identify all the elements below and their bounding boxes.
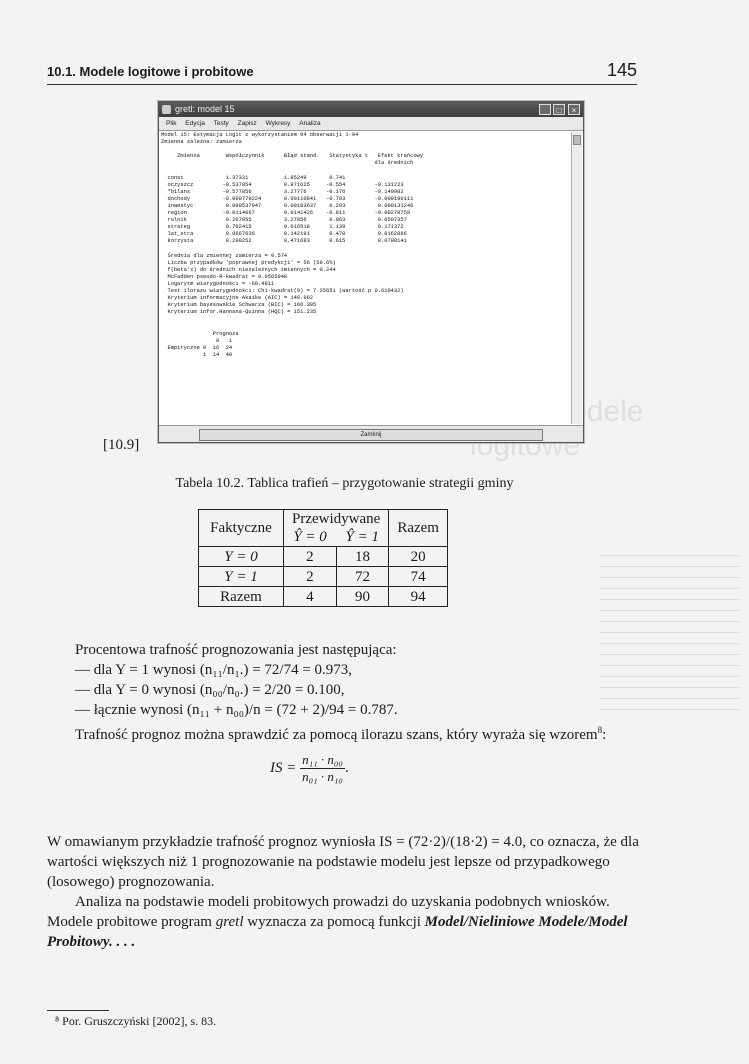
output-line <box>161 246 567 253</box>
output-line: Empiryczne 0 16 24 <box>161 344 233 351</box>
output-line: lat_stra 0.0667636 0.142191 0.470 0.0162886 <box>161 231 407 238</box>
equation-number: [10.9] <box>103 437 140 453</box>
menu-tests[interactable]: Testy <box>213 120 229 127</box>
output-line: Kryterium infor.Hannana-Quinna (HQC) = 151.235 <box>161 309 317 316</box>
cell: 4 <box>284 587 337 607</box>
formula-numerator: n₁₁ · n₀₀ <box>302 752 343 767</box>
formula-end: . <box>344 759 349 776</box>
body-top <box>47 640 639 745</box>
odds-ratio-formula <box>270 752 349 785</box>
head-sum: Razem <box>389 510 448 547</box>
vertical-scrollbar[interactable] <box>571 132 582 424</box>
output-line <box>161 316 567 323</box>
program-name: gretl <box>215 914 244 930</box>
page-number: 145 <box>606 60 637 80</box>
cell: 72 <box>336 567 389 587</box>
body-bottom <box>47 832 639 952</box>
output-line: Zmienna zależna: zamierza <box>161 139 242 146</box>
bullet: — dla Y = 1 wynosi (n₁₁/n₁.) = 72/74 = 0.973, <box>75 662 353 678</box>
window-titlebar <box>159 102 583 117</box>
results-table <box>198 509 448 607</box>
cell: 90 <box>336 587 389 607</box>
output-line <box>161 167 567 174</box>
output-line: 0 1 <box>161 337 233 344</box>
page-header <box>47 60 637 85</box>
menu-path: Model/Nieliniowe Modele/Model Probitowy. . . . <box>47 914 628 950</box>
cell: 2 <box>284 547 337 567</box>
output-line: dochody -0.000779224 0.00110841 -0.703 -0.000190111 <box>161 195 414 202</box>
cell: 74 <box>389 567 448 587</box>
close-bar <box>159 425 583 442</box>
output-line: inwestyc 0.000537947 0.00183637 0.293 0.000131246 <box>161 202 414 209</box>
cell: 94 <box>389 587 448 607</box>
table-row <box>199 547 448 567</box>
gretl-window <box>158 101 584 443</box>
section-title: 10.1. Modele logitowe i probitowe <box>47 64 254 79</box>
formula-denominator: n₀₁ · n₁₀ <box>302 769 343 784</box>
output-line: f(beta'x) do średnich niezależnych zmiennych = 0.244 <box>161 266 336 273</box>
menu-save[interactable]: Zapisz <box>237 120 257 127</box>
paragraph-text: wyznacza za pomocą funkcji <box>243 914 425 930</box>
paragraph-text: : <box>602 727 607 743</box>
footnote-rule <box>47 1010 109 1011</box>
footnote-ref: 8 <box>597 725 603 735</box>
output-line: Test ilorazu wiarygodności: Chi-kwadrat(9) = 7.25651 (wartość p 0.610432) <box>161 288 404 295</box>
paragraph-text: Trafność prognoz można sprawdzić za pomocą ilorazu szans, który wyraża się wzorem <box>75 727 598 743</box>
output-line: Logarytm wiarygodności = -60.4811 <box>161 280 275 287</box>
output-line: Średnia dla zmiennej zamierza = 0.574 <box>161 252 288 259</box>
output-line: Kryterium bayesowskie Schwarza (BIC) = 166.395 <box>161 302 317 309</box>
scrollbar-thumb[interactable] <box>573 135 581 145</box>
output-line: Prognoza <box>161 330 239 337</box>
close-button[interactable]: Zamknij <box>199 429 543 441</box>
bullet: — dla Y = 0 wynosi (n₀₀/n₀.) = 2/20 = 0.100, <box>75 682 345 698</box>
output-line <box>161 324 567 331</box>
output-line: McFadden pseudo-R-kwadrat = 0.0565948 <box>161 273 288 280</box>
close-icon[interactable]: × <box>568 104 580 115</box>
output-line: 1 14 40 <box>161 351 233 358</box>
output-line: rolnik 0.207955 3.27856 0.063 0.0507357 <box>161 217 407 224</box>
menu-file[interactable]: Plik <box>166 120 177 127</box>
cell: 2 <box>284 567 337 587</box>
output-line: region -0.0114667 0.0141426 -0.811 -0.00279759 <box>161 210 411 217</box>
output-line: const 1.37331 1.85249 0.741 <box>161 174 346 181</box>
output-line: Model 15: Estymacja Logit z wykorzystaniem 94 obserwacji 1-94 <box>161 132 359 138</box>
table-row <box>199 567 448 587</box>
output-line: Zmienna Współczynnik Błąd stand. Statystyka t Efekt krańcowy <box>161 153 424 160</box>
minimize-icon[interactable]: _ <box>539 104 551 115</box>
paragraph <box>47 892 639 952</box>
paragraph: W omawianym przykładzie trafność prognoz wyniosła IS = (72·2)/(18·2) = 4.0, co oznacza, że dla wartości większych niż 1 prognozowanie na podstawie modelu jest lepsze od przypadkowego (losowego) prognozowania. <box>47 834 639 890</box>
menu-graphs[interactable]: Wykresy <box>265 120 291 127</box>
caption-text: Tabela 10.2. Tablica trafień – przygotowanie strategii gminy <box>175 476 514 491</box>
output-line <box>161 146 567 153</box>
paragraph-text: Analiza na podstawie modeli probitowych prowadzi do uzyskania podobnych wniosków. Modele probitowe program <box>47 894 610 930</box>
output-line: strateg 0.702415 0.616518 1.139 0.171372 <box>161 224 404 231</box>
output-line: dla średnich <box>161 160 414 167</box>
sub-1: Ŷ = 1 <box>336 528 389 547</box>
formula-lhs: IS = <box>270 759 297 776</box>
model-output-text[interactable] <box>161 132 567 424</box>
formula-fraction <box>300 752 345 785</box>
head-fact: Faktyczne <box>199 510 284 547</box>
bullet: — łącznie wynosi (n₁₁ + n₀₀)/n = (72 + 2)/94 = 0.787. <box>75 702 398 718</box>
output-line: oczyszcz -0.537854 0.971625 -0.554 -0.131223 <box>161 181 404 188</box>
output-line: *bilans -0.577856 3.27776 -0.176 -0.140982 <box>161 188 404 195</box>
window-title: gretl: model 15 <box>175 104 235 114</box>
menu-bar <box>159 117 583 131</box>
output-line: korzysta 0.290252 0.471683 0.615 0.0708141 <box>161 238 407 245</box>
head-pred: Przewidywane <box>284 510 389 529</box>
output-line: Liczba przypadków 'poprawnej predykcji' = 56 (59.6%) <box>161 259 336 266</box>
table-row <box>199 587 448 607</box>
ghost-heading: Modele logitowe <box>470 395 644 462</box>
row-label: Razem <box>199 587 284 607</box>
table-caption <box>0 476 749 492</box>
app-icon <box>162 105 171 114</box>
cell: 18 <box>336 547 389 567</box>
paragraph: Procentowa trafność prognozowania jest następująca: <box>75 642 397 658</box>
menu-analysis[interactable]: Analiza <box>299 120 321 127</box>
maximize-icon[interactable]: □ <box>553 104 565 115</box>
output-line: Kryterium informacyjne Akaike (AIC) = 140.962 <box>161 295 314 302</box>
row-label: Y = 0 <box>199 547 284 567</box>
paragraph <box>47 720 639 745</box>
cell: 20 <box>389 547 448 567</box>
row-label: Y = 1 <box>199 567 284 587</box>
menu-edit[interactable]: Edycja <box>185 120 205 127</box>
sub-0: Ŷ = 0 <box>284 528 337 547</box>
footnote: ⁸ Por. Gruszczyński [2002], s. 83. <box>55 1014 217 1028</box>
